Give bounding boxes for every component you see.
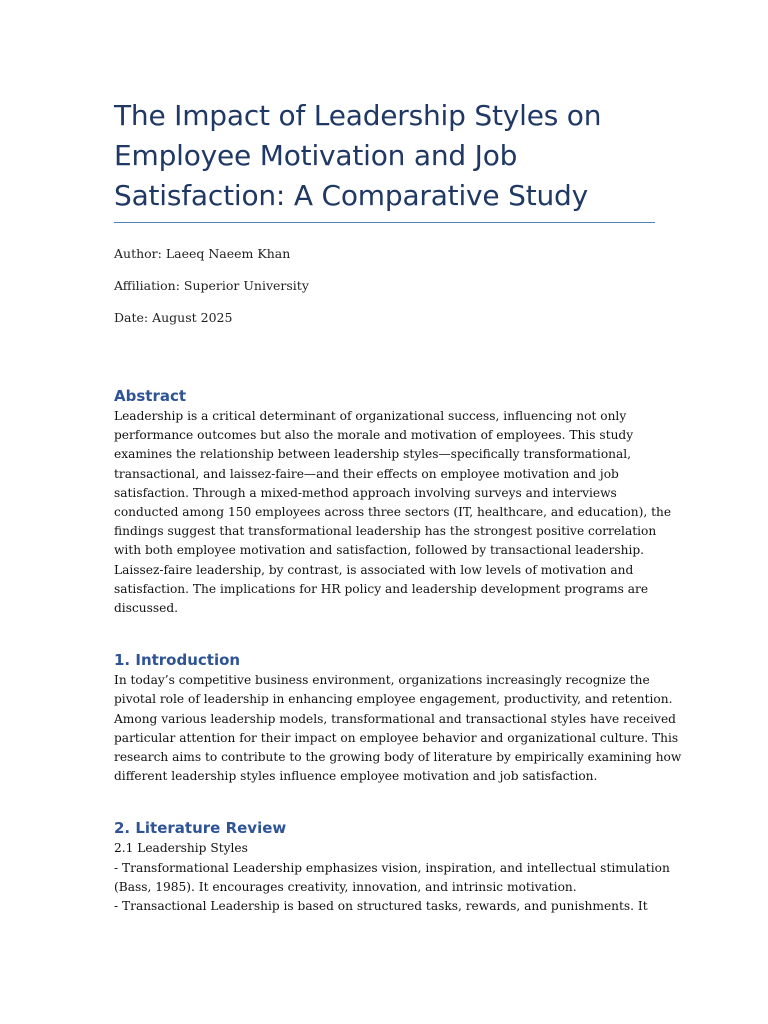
text-line: discussed. [114,601,179,616]
text-line: research aims to contribute to the growing body of literature by empirically examining how [114,750,682,765]
text-line: pivotal role of leadership in enhancing employee engagement, productivity, and retention. [114,692,673,707]
text-line: examines the relationship between leadership styles—specifically transformational, [114,447,632,462]
affiliation-line: Affiliation: Superior University [114,278,309,293]
text-line: performance outcomes but also the morale and motivation of employees. This study [114,428,634,443]
introduction-heading: 1. Introduction [114,651,241,670]
literature-review-heading: 2. Literature Review [114,819,287,838]
abstract-heading: Abstract [114,387,187,405]
text-line: conducted among 150 employees across three sectors (IT, healthcare, and education), the [114,505,672,520]
text-line: In today’s competitive business environment, organizations increasingly recognize the [114,673,650,688]
author-line: Author: Laeeq Naeem Khan [114,246,291,261]
text-line: with both employee motivation and satisfaction, followed by transactional leadership. [114,543,645,558]
document-title: The Impact of Leadership Styles on Employee Motivation and Job Satisfaction: A Comparative Study [114,99,602,212]
text-line: Leadership is a critical determinant of organizational success, influencing not only [114,409,627,423]
text-line: different leadership styles influence employee motivation and job satisfaction. [114,769,598,784]
text-line: Among various leadership models, transformational and transactional styles have received [114,711,676,726]
text-line: satisfaction. Through a mixed-method approach involving surveys and interviews [114,485,617,500]
document-meta [114,245,655,327]
abstract-paragraph [114,407,672,618]
text-line: (Bass, 1985). It encourages creativity, innovation, and intrinsic motivation. [114,879,577,894]
text-line: particular attention for their impact on employee behavior and organizational culture. This [114,730,679,745]
text-line: findings suggest that transformational leadership has the strongest positive correlation [114,524,657,539]
text-line: - Transformational Leadership emphasizes vision, inspiration, and intellectual stimulation [114,860,670,875]
introduction-paragraph [114,671,682,786]
text-line: - Transactional Leadership is based on structured tasks, rewards, and punishments. It [114,899,648,914]
text-line: transactional, and laissez-faire—and their effects on employee motivation and job [114,466,619,481]
text-line: satisfaction. The implications for HR policy and leadership development programs are [114,581,649,596]
text-line: Laissez-faire leadership, by contrast, is associated with low levels of motivation and [114,562,634,577]
date-line: Date: August 2025 [114,310,233,325]
literature-review-paragraph [114,839,670,916]
title-divider [114,222,655,223]
text-line: 2.1 Leadership Styles [114,841,248,856]
